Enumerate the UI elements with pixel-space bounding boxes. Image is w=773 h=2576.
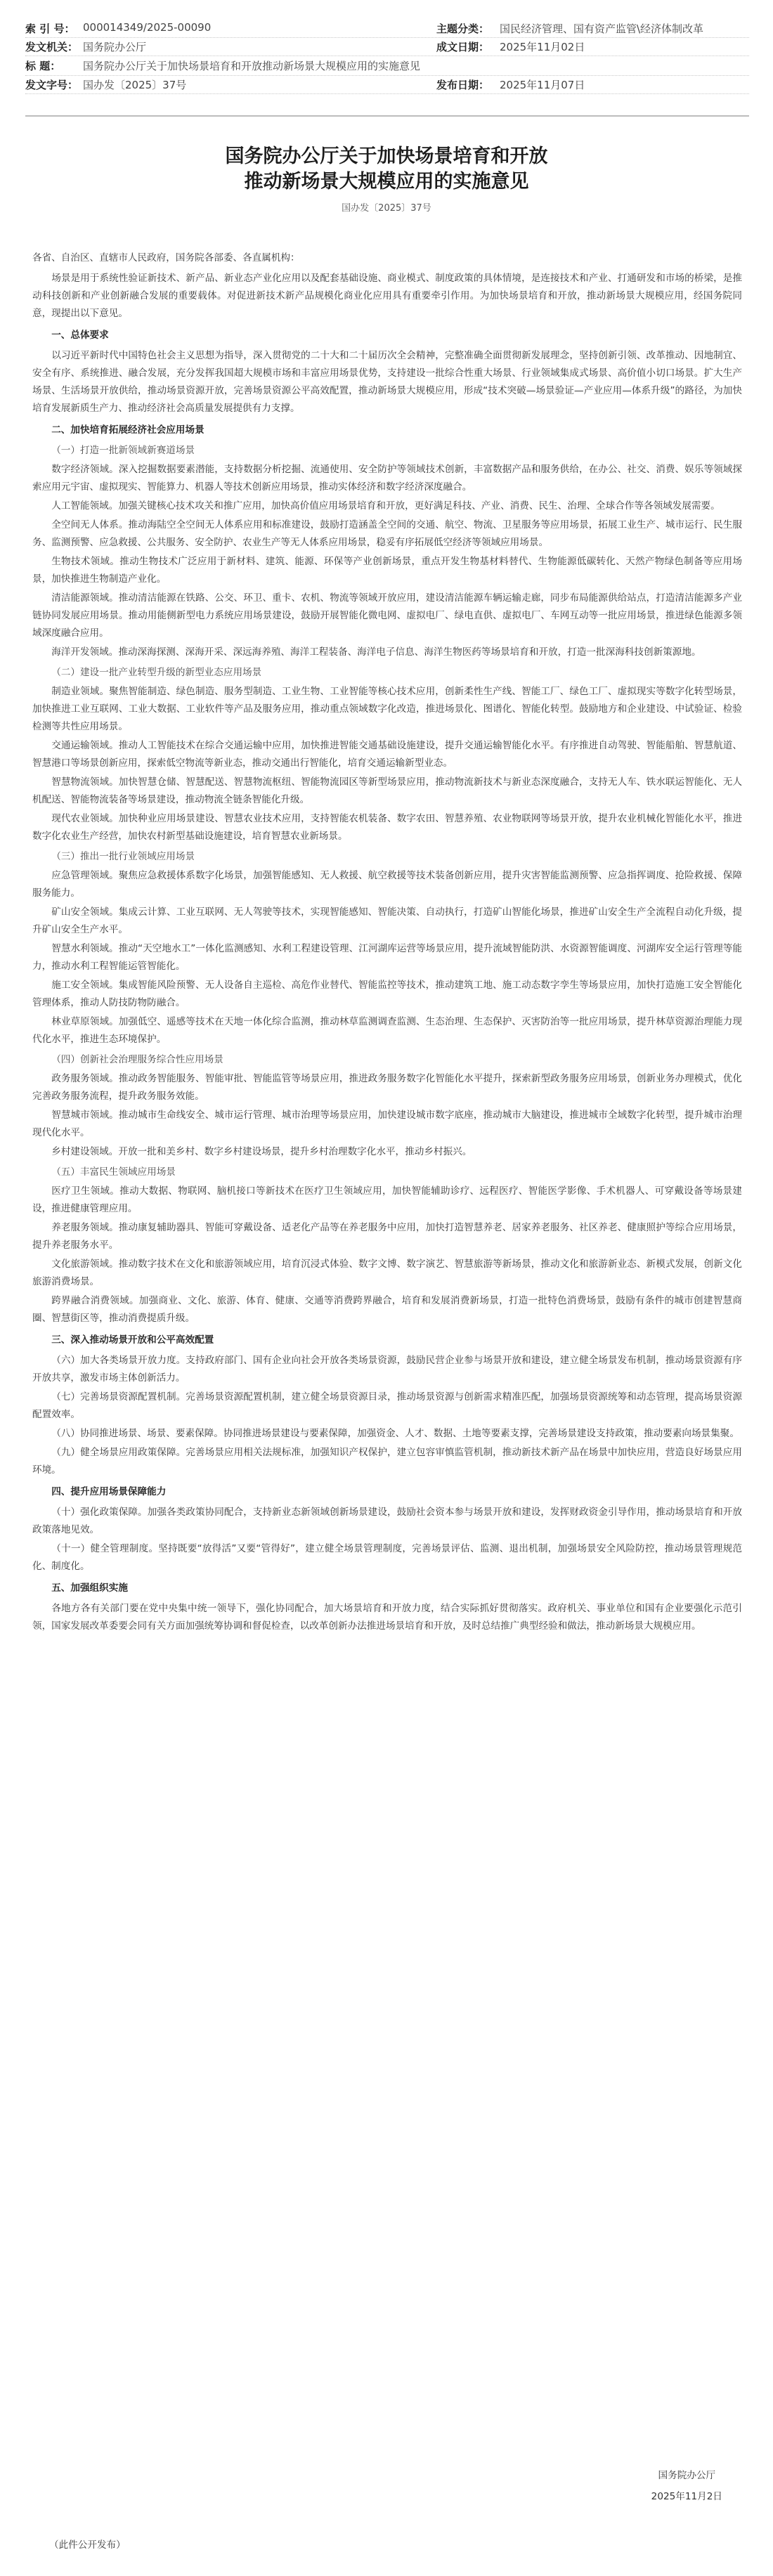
subsection-2: （二）建设一批产业转型升级的新型业态应用场景 (51, 667, 262, 678)
issuer-value: 国务院办公厅 (83, 41, 147, 53)
subsection-4: （四）创新社会治理服务综合性应用场景 (51, 1054, 223, 1065)
paragraph-emergency: 应急管理领域。聚焦应急救援体系数字化场景，加强智能感知、无人救援、航空救援等技术装备创新应用，提升灾害智能监测预警、应急指挥调度、抢险救援、保障服务能力。 (32, 870, 742, 899)
index-value: 000014349/2025-00090 (83, 21, 212, 34)
section-heading-3: 三、深入推动场景开放和公平高效配置 (51, 1334, 214, 1346)
paragraph-11: （十一）健全管理制度。坚持既要“放得活”又要“管得好”，建立健全场景管理制度，完善场景评估、监测、退出机制，加强场景安全风险防控，推动场景管理规范化、制度化。 (32, 1543, 742, 1572)
subsection-1: （一）打造一批新领域新赛道场景 (51, 445, 195, 456)
document-number: 国办发〔2025〕37号 (342, 203, 431, 214)
title-line-2: 推动新场景大规模应用的实施意见 (244, 171, 529, 193)
section-5-paragraph: 各地方各有关部门要在党中央集中统一领导下，强化协同配合，加大场景培育和开放力度，结合实际抓好贯彻落实。政府机关、事业单位和国有企业要强化示范引领，国家发展改革委要会同有关方面加强统筹协调和督促检查，以改革创新办法推进场景培育和开放，及时总结推广典型经验和做法，推动新场景大规模应用。 (32, 1603, 742, 1632)
issuer-label: 发文机关： (25, 41, 79, 53)
meta-row-docno (25, 76, 749, 94)
paragraph-consumption: 跨界融合消费领域。加强商业、文化、旅游、体育、健康、交通等消费跨界融合，培育和发展消费新场景，打造一批特色消费场景，鼓励有条件的城市创建智慧商圈、智慧街区等，推动消费提质升级。 (32, 1295, 742, 1324)
paragraph-9: （九）健全场景应用政策保障。完善场景应用相关法规标准，加强知识产权保护，建立包容审慎监管机制，推动新技术新产品在场景中加快应用，营造良好场景应用环境。 (32, 1447, 742, 1476)
paragraph-clean-energy: 清洁能源领域。推动清洁能源在铁路、公交、环卫、重卡、农机、物流等领域开放应用，建设清洁能源车辆运输走廊，同步布局能源供给站点，打造清洁能源多产业链协同发展应用场景。推动用能侧新型电力系统应用场景建设，鼓励开展智能化微电网、虚拟电厂、绿电直供、虚拟电厂、车网互动等一批应用场景，推进绿色能源多领域深度融合应用。 (32, 592, 742, 639)
paragraph-rural: 乡村建设领域。开放一批和美乡村、数字乡村建设场景，提升乡村治理数字化水平，推动乡村振兴。 (51, 1146, 472, 1157)
paragraph-6: （六）加大各类场景开放力度。支持政府部门、国有企业向社会开放各类场景资源，鼓励民营企业参与场景开放和建设，建立健全场景发布机制，推动场景资源有序开放共享，激发市场主体创新活力。 (32, 1355, 742, 1384)
paragraph-agriculture: 现代农业领域。加快种业应用场景建设、智慧农业技术应用，支持智能农机装备、数字农田、智慧养殖、农业物联网等场景开放，提升农业机械化智能化水平，推进数字化农业生产经营，加快农村新型基础设施建设，培育智慧农业新场景。 (32, 813, 742, 842)
title-label: 标 题： (25, 60, 61, 72)
publish-value: 2025年11月07日 (500, 79, 585, 91)
index-label: 索 引 号： (25, 22, 75, 35)
paragraph-ai: 人工智能领域。加强关键核心技术攻关和推广应用，加快高价值应用场景培育和开放，更好满足科技、产业、消费、民生、治理、全球合作等各领域发展需要。 (51, 500, 720, 512)
date-written-value: 2025年11月02日 (500, 41, 585, 53)
meta-row-index (25, 20, 749, 38)
meta-row-issuer (25, 38, 749, 56)
document-heading (0, 144, 773, 214)
section-heading-2: 二、加快培育拓展经济社会应用场景 (51, 424, 204, 436)
subsection-5: （五）丰富民生领域应用场景 (51, 1166, 176, 1178)
paragraph-water: 智慧水利领域。推动“天空地水工”一体化监测感知、水利工程建设管理、江河湖库运营等场景应用，提升流域智能防洪、水资源智能调度、河湖库安全运行管理等能力，推动水利工程智能运管智能化。 (32, 943, 742, 972)
signature-org: 国务院办公厅 (658, 2470, 716, 2481)
paragraph-ocean: 海洋开发领域。推动深海探测、深海开采、深远海养殖、海洋工程装备、海洋电子信息、海洋生物医药等场景培育和开放，打造一批深海科技创新策源地。 (51, 646, 701, 658)
paragraph-smart-city: 智慧城市领域。推动城市生命线安全、城市运行管理、城市治理等场景应用，加快建设城市数字底座，推动城市大脑建设，推进城市全域数字化转型，提升城市治理现代化水平。 (32, 1110, 742, 1138)
intro-paragraph: 场景是用于系统性验证新技术、新产品、新业态产业化应用以及配套基础设施、商业模式、制度政策的具体情境，是连接技术和产业、打通研发和市场的桥梁，是推动科技创新和产业创新融合发展的重要载体。对促进新技术新产品规模化商业化应用具有重要牵引作用。为加快场景培育和开放，推动新场景大规模应用，经国务院同意，现提出以下意见。 (32, 273, 742, 319)
paragraph-7: （七）完善场景资源配置机制。完善场景资源配置机制，建立健全场景资源目录，推动场景资源与创新需求精准匹配，加强场景资源统筹和动态管理，提高场景资源配置效率。 (32, 1391, 742, 1420)
topic-value: 国民经济管理、国有资产监管\经济体制改革 (500, 22, 704, 35)
salutation: 各省、自治区、直辖市人民政府，国务院各部委、各直属机构： (32, 252, 300, 264)
paragraph-elderly: 养老服务领域。推动康复辅助器具、智能可穿戴设备、适老化产品等在养老服务中应用，加快打造智慧养老、居家养老服务、社区养老、健康照护等综合应用场景，提升养老服务水平。 (32, 1222, 742, 1251)
document-title (0, 144, 773, 195)
subsection-3: （三）推出一批行业领域应用场景 (51, 851, 195, 862)
docno-value: 国办发〔2025〕37号 (83, 79, 187, 91)
paragraph-logistics: 智慧物流领域。加快智慧仓储、智慧配送、智慧物流枢纽、智能物流园区等新型场景应用，推动物流新技术与新业态深度融合，支持无人车、铁水联运智能化、无人机配送、智能物流装备等场景建设，推动物流全链条智能化升级。 (32, 776, 742, 805)
signature-block (651, 2465, 722, 2507)
topic-label: 主题分类： (436, 22, 490, 35)
paragraph-digital-economy: 数字经济领域。深入挖掘数据要素潜能，支持数据分析挖掘、流通使用、安全防护等领域技术创新，丰富数据产品和服务供给，在办公、社交、消费、娱乐等领域探索应用元宇宙、虚拟现实、智能算力、机器人等技术创新应用场景，推动实体经济和数字经济深度融合。 (32, 464, 742, 493)
paragraph-construction: 施工安全领域。集成智能风险预警、无人设备自主巡检、高危作业替代、智能监控等技术，推动建筑工地、施工动态数字孪生等场景应用，加快打造施工安全智能化管理体系，推动人防技防物防融合。 (32, 980, 742, 1008)
paragraph-culture-tourism: 文化旅游领域。推动数字技术在文化和旅游领域应用，培育沉浸式体验、数字文博、数字演艺、智慧旅游等新场景，推动文化和旅游新业态、新模式发展，创新文化旅游消费场景。 (32, 1258, 742, 1287)
publish-label: 发布日期： (436, 79, 490, 91)
paragraph-unmanned-system: 全空间无人体系。推动海陆空全空间无人体系应用和标准建设，鼓励打造涵盖全空间的交通、航空、物流、卫星服务等应用场景，拓展工业生产、城市运行、民生服务、监测预警、应急救援、公共服务、安全防护、农业生产等无人体系应用场景，稳妥有序拓展低空经济等领域应用场景。 (32, 519, 742, 548)
title-line-1: 国务院办公厅关于加快场景培育和开放 (225, 145, 548, 167)
paragraph-8: （八）协同推进场景、场景、要素保障。协同推进场景建设与要素保障，加强资金、人才、数据、土地等要素支撑，完善场景建设支持政策，推动要素向场景集聚。 (51, 1428, 739, 1439)
paragraph-transport: 交通运输领域。推动人工智能技术在综合交通运输中应用，加快推进智能交通基础设施建设，提升交通运输智能化水平。有序推进自动驾驶、智能船舶、智慧航道、智慧港口等场景创新应用，探索低空物流等新业态，推动交通出行智能化，培育交通运输新型业态。 (32, 740, 742, 769)
paragraph-biotech: 生物技术领域。推动生物技术广泛应用于新材料、建筑、能源、环保等产业创新场景，重点开发生物基材料替代、生物能源低碳转化、天然产物绿色制备等应用场景，加快推进生物制造产业化。 (32, 556, 742, 585)
title-value: 国务院办公厅关于加快场景培育和开放推动新场景大规模应用的实施意见 (83, 60, 421, 72)
section-heading-5: 五、加强组织实施 (51, 1582, 128, 1594)
section-1-paragraph: 以习近平新时代中国特色社会主义思想为指导，深入贯彻党的二十大和二十届历次全会精神，完整准确全面贯彻新发展理念，坚持创新引领、改革推动、因地制宜、安全有序、系统推进、融合发展，充分发挥我国超大规模市场和丰富应用场景优势，支持建设一批综合性重大场景、行业领域集成式场景、高价值小切口场景。扩大生产场景、生活场景开放供给，推动场景资源开放，完善场景资源公平高效配置，推动新场景大规模应用，形成“技术突破—场景验证—产业应用—体系升级”的路径，为加快培育发展新质生产力、推动经济社会高质量发展提供有力支撑。 (32, 350, 742, 414)
paragraph-medical: 医疗卫生领域。推动大数据、物联网、脑机接口等新技术在医疗卫生领域应用，加快智能辅助诊疗、远程医疗、智能医学影像、手术机器人、可穿戴设备等场景建设，推进健康管理应用。 (32, 1185, 742, 1214)
paragraph-10: （十）强化政策保障。加强各类政策协同配合，支持新业态新领域创新场景建设，鼓励社会资本参与场景开放和建设，发挥财政资金引导作用，推动场景培育和开放政策落地见效。 (32, 1507, 742, 1535)
signature-date: 2025年11月2日 (651, 2491, 722, 2502)
paragraph-mine-safety: 矿山安全领域。集成云计算、工业互联网、无人驾驶等技术，实现智能感知、智能决策、自动执行，打造矿山智能化场景，推进矿山安全生产全流程自动化升级，提升矿山安全生产水平。 (32, 906, 742, 935)
meta-row-title (25, 56, 749, 76)
document-body (32, 249, 742, 1637)
docno-label: 发文字号： (25, 79, 79, 91)
publication-note: （此件公开发布） (49, 2539, 126, 2551)
section-heading-1: 一、总体要求 (51, 330, 109, 341)
section-heading-4: 四、提升应用场景保障能力 (51, 1486, 167, 1497)
paragraph-government: 政务服务领域。推动政务智能服务、智能审批、智能监管等场景应用，推进政务服务数字化智能化水平提升，探索新型政务服务应用场景，创新业务办理模式，优化完善政务服务流程，提升政务服务效能。 (32, 1073, 742, 1102)
date-written-label: 成文日期： (436, 41, 490, 53)
header-divider (25, 115, 749, 117)
paragraph-manufacturing: 制造业领域。聚焦智能制造、绿色制造、服务型制造、工业生物、工业智能等核心技术应用，创新柔性生产线、智能工厂、绿色工厂、虚拟现实等数字化转型场景，加快推进工业互联网、工业大数据、工业软件等产品及服务应用，推动重点领域数字化改造，推进场景化、图谱化、智能化转型。鼓励地方和企业建设、中试验证、检验检测等共性应用场景。 (32, 686, 742, 732)
paragraph-forestry: 林业草原领域。加强低空、遥感等技术在天地一体化综合监测，推动林草监测调查监测、生态治理、生态保护、灭害防治等一批应用场景，提升林草资源治理能力现代化水平，推进生态环境保护。 (32, 1016, 742, 1045)
metadata-table (25, 20, 749, 94)
